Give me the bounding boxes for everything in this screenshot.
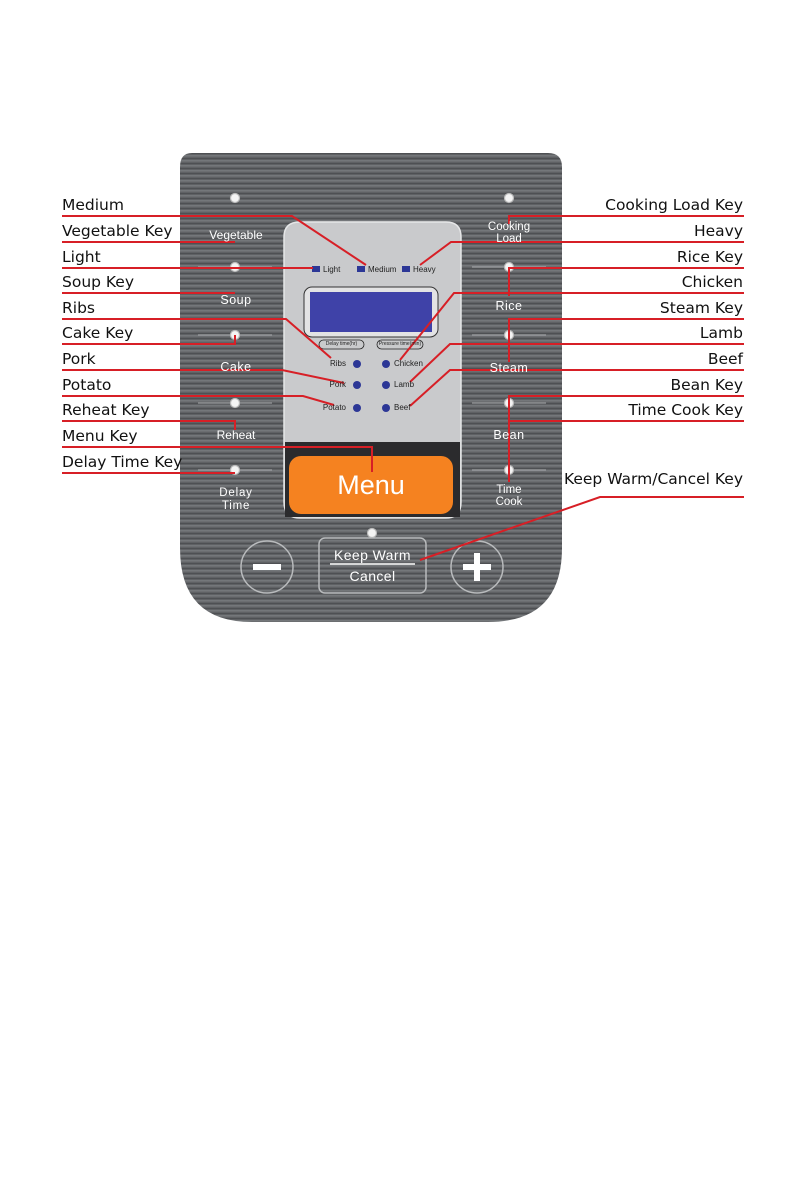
callout-chicken: Chicken — [681, 273, 743, 291]
callout-delay-time-key: Delay Time Key — [62, 453, 183, 471]
plus-key-label[interactable] — [451, 541, 503, 593]
callout-pork: Pork — [62, 350, 96, 368]
medium-label: Medium — [368, 265, 397, 274]
pressure-time-label: Pressure time(min) — [378, 340, 422, 347]
lcd-screen — [310, 292, 432, 332]
bean-key[interactable]: Bean — [493, 428, 525, 442]
beef-label: Beef — [394, 403, 411, 412]
callout-potato: Potato — [62, 376, 112, 394]
beef-dot — [382, 404, 390, 412]
delay-time-label: Delay time(hr) — [325, 340, 358, 347]
soup-key[interactable]: Soup — [220, 293, 252, 307]
callout-vegetable-key: Vegetable Key — [62, 222, 173, 240]
callout-heavy: Heavy — [693, 222, 743, 240]
cooking-load-key-line1[interactable]: Cooking — [487, 221, 531, 233]
minus-key-label[interactable] — [241, 541, 293, 593]
callout-ribs: Ribs — [62, 299, 95, 317]
potato-dot — [353, 404, 361, 412]
callout-bean-key: Bean Key — [670, 376, 743, 394]
heavy-label: Heavy — [413, 265, 436, 274]
callout-reheat-key: Reheat Key — [62, 401, 150, 419]
lamb-label: Lamb — [394, 380, 415, 389]
ribs-label: Ribs — [329, 359, 346, 368]
light-label: Light — [323, 265, 341, 274]
callout-cooking-load-key: Cooking Load Key — [605, 196, 743, 214]
pork-dot — [353, 381, 361, 389]
ribs-dot — [353, 360, 361, 368]
delay-time-key-line1[interactable]: Delay — [219, 487, 253, 499]
vegetable-key[interactable]: Vegetable — [209, 228, 263, 242]
callout-steam-key: Steam Key — [659, 299, 743, 317]
chicken-dot — [382, 360, 390, 368]
cooking-load-key-line2[interactable]: Load — [496, 233, 522, 245]
heavy-indicator — [402, 266, 410, 272]
callout-rice-key: Rice Key — [676, 248, 743, 266]
cancel-label[interactable]: Cancel — [349, 568, 396, 584]
chicken-label: Chicken — [394, 359, 423, 368]
rice-key[interactable]: Rice — [495, 299, 523, 313]
callout-lamb: Lamb — [699, 324, 743, 342]
callout-soup-key: Soup Key — [62, 273, 135, 291]
pork-label: Pork — [329, 380, 346, 389]
menu-button-label[interactable]: Menu — [337, 470, 405, 500]
medium-indicator — [357, 266, 365, 272]
reheat-key[interactable]: Reheat — [216, 428, 256, 442]
callout-beef: Beef — [707, 350, 743, 368]
time-cook-key-line2[interactable]: Cook — [495, 496, 523, 508]
time-cook-key-line1[interactable]: Time — [496, 484, 522, 496]
callout-menu-key: Menu Key — [62, 427, 138, 445]
potato-label: Potato — [322, 403, 346, 412]
keep-warm-label[interactable]: Keep Warm — [334, 547, 411, 563]
callout-time-cook-key: Time Cook Key — [628, 401, 743, 419]
callout-light: Light — [62, 248, 101, 266]
delay-time-key-line2[interactable]: Time — [221, 500, 251, 512]
lamb-dot — [382, 381, 390, 389]
light-indicator — [312, 266, 320, 272]
callout-medium: Medium — [62, 196, 124, 214]
steam-key[interactable]: Steam — [489, 361, 529, 375]
cake-key[interactable]: Cake — [220, 360, 252, 374]
callout-keep-warm-cancel-key: Keep Warm/Cancel Key — [563, 470, 743, 488]
callout-cake-key: Cake Key — [62, 324, 134, 342]
